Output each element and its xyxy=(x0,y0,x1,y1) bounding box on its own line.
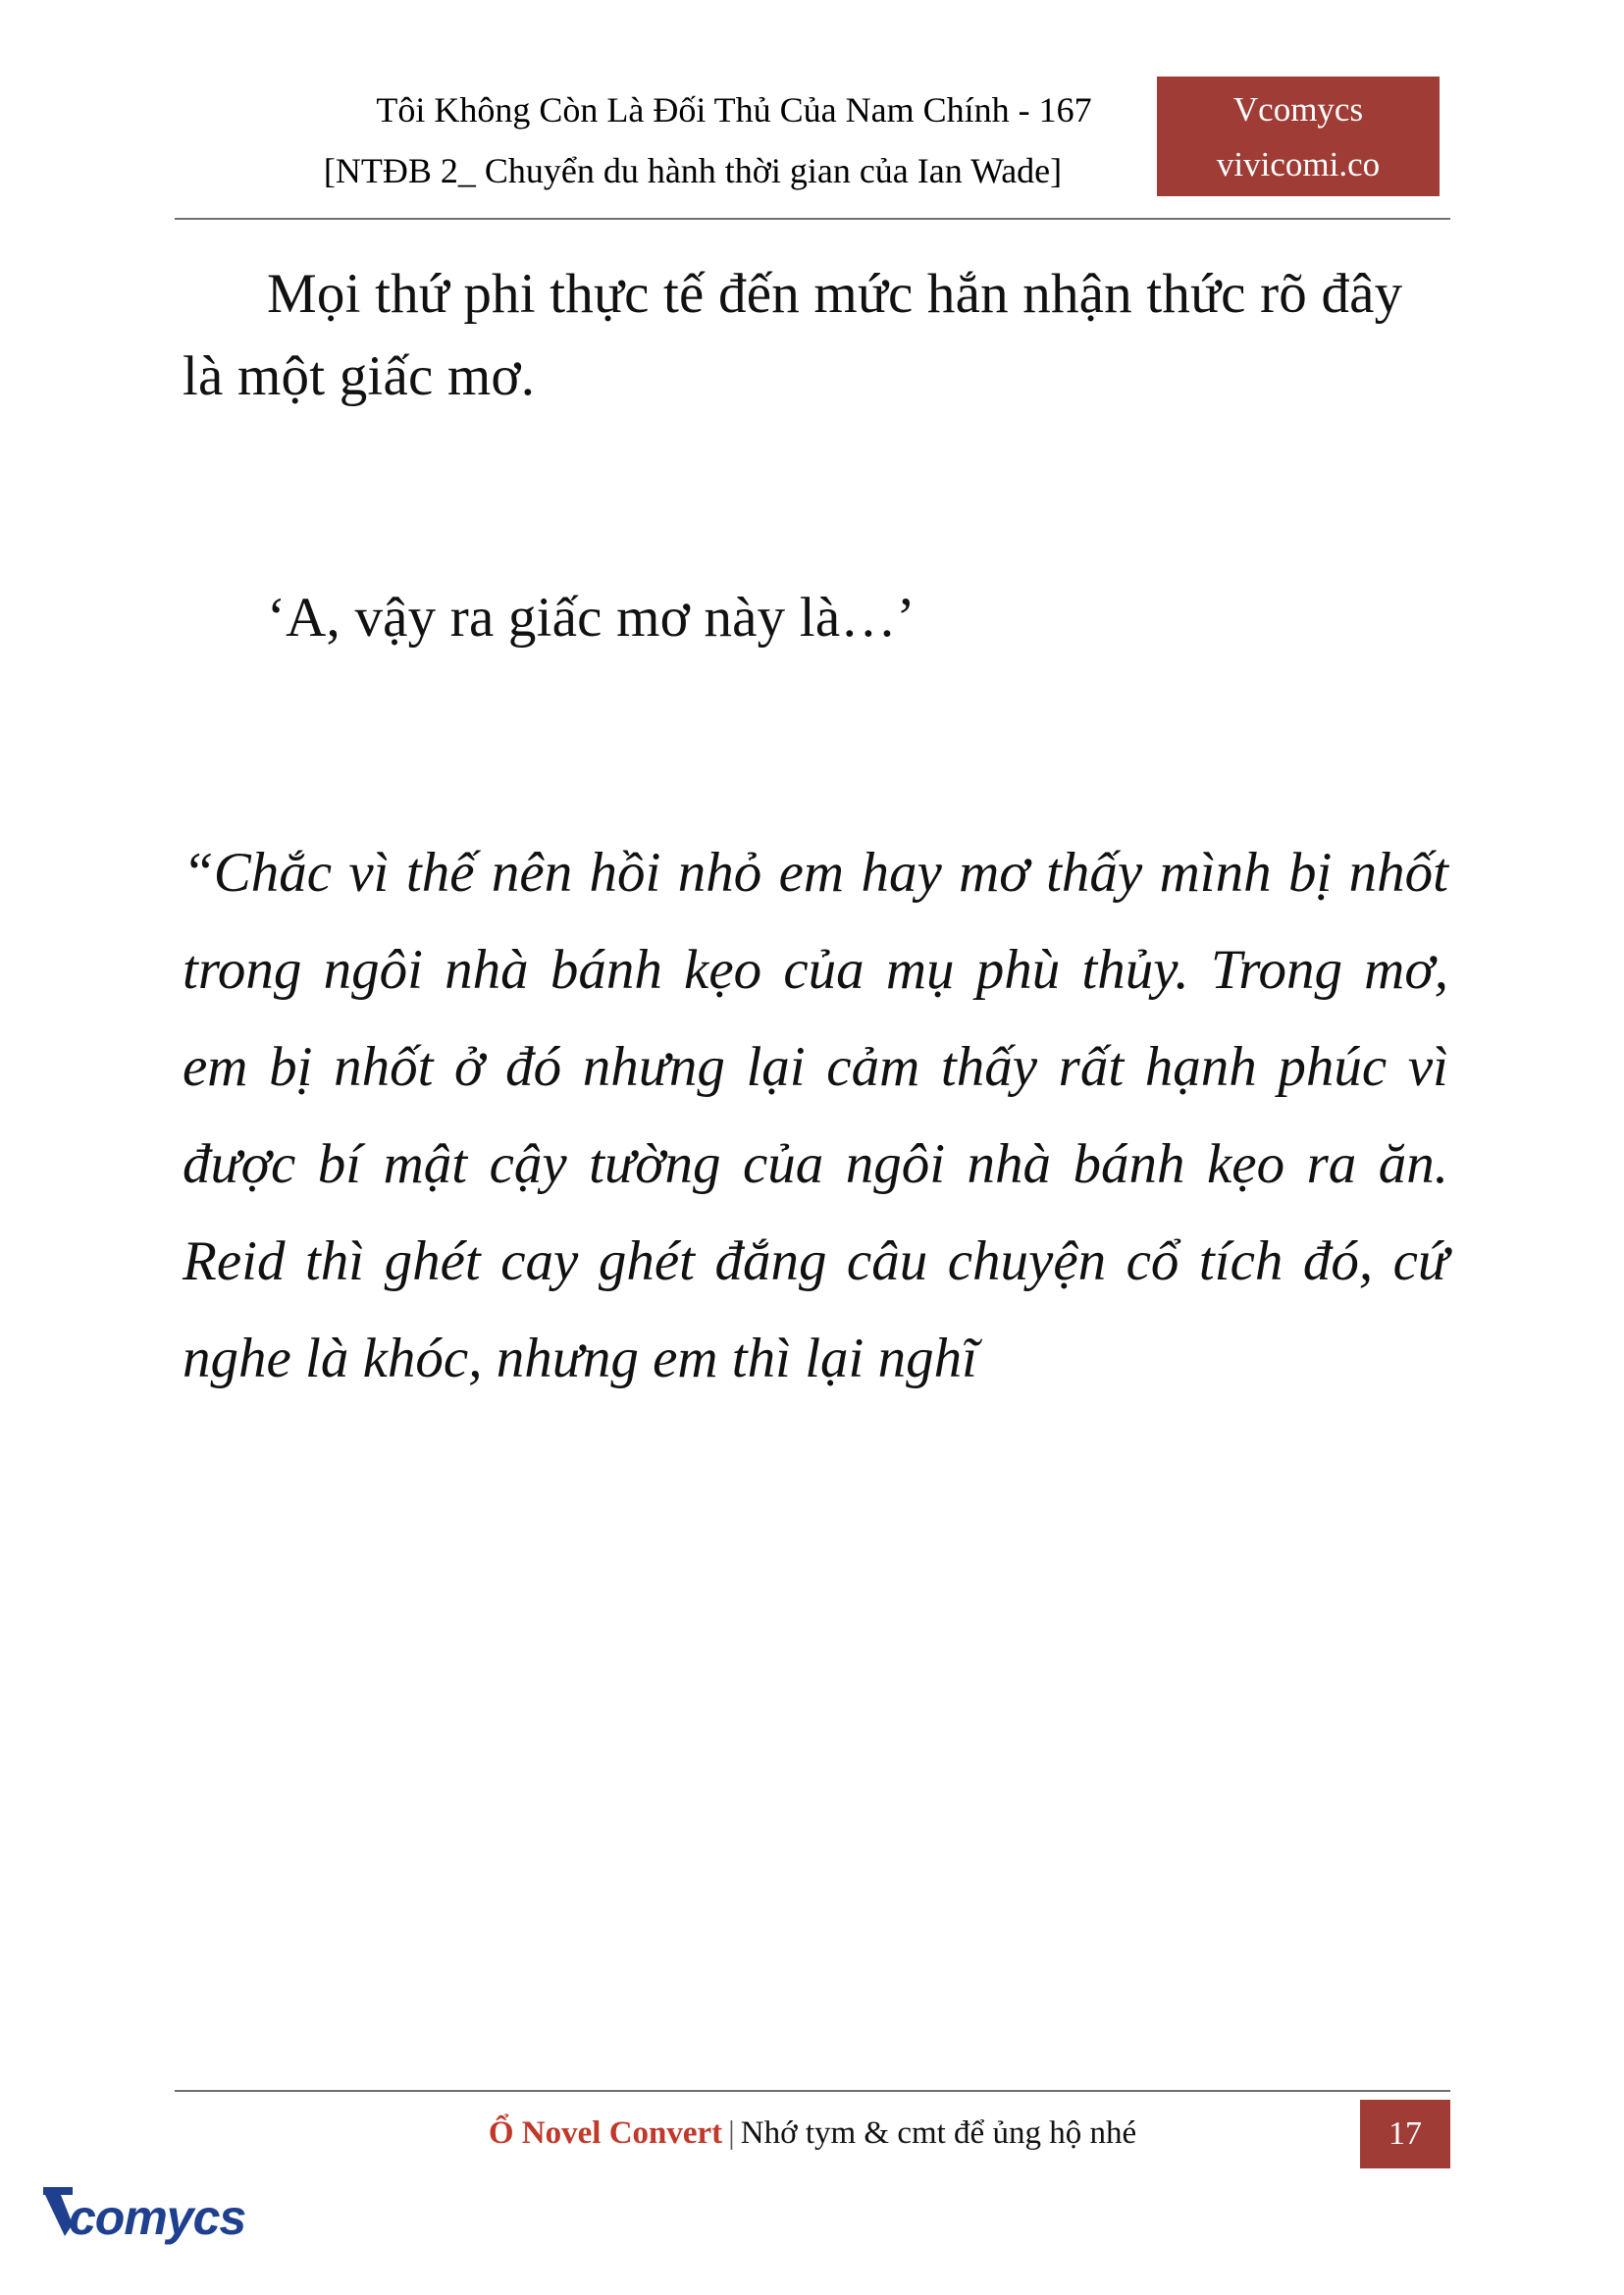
footer-credit xyxy=(175,2108,1450,2159)
paragraph-1: Mọi thứ phi thực tế đến mức hắn nhận thức rõ đây là một giấc mơ. xyxy=(183,263,1403,407)
page-number-badge: 17 xyxy=(1360,2100,1450,2168)
svg-text:comycs: comycs xyxy=(69,2190,246,2245)
footer-separator: | xyxy=(728,2115,735,2151)
footer-brand-name: Ổ Novel Convert xyxy=(488,2115,723,2151)
header-title-line-2: [NTĐB 2_ Chuyển du hành thời gian của Ian Wade] xyxy=(323,151,1063,190)
header-divider xyxy=(175,218,1450,220)
watermark-badge xyxy=(1157,77,1440,196)
footer-divider xyxy=(175,2090,1450,2092)
vcomycs-logo-icon xyxy=(39,2173,265,2262)
badge-brand-url: vivicomi.co xyxy=(1216,145,1381,183)
paragraph-2-dialogue-thought: ‘A, vậy ra giấc mơ này là…’ xyxy=(267,587,916,649)
footer-note: Nhớ tym & cmt để ủng hộ nhé xyxy=(740,2115,1137,2151)
paragraph-3-dialogue: “Chắc vì thế nên hồi nhỏ em hay mơ thấy mình bị nhốt trong ngôi nhà bánh kẹo của mụ phù thủy. Trong mơ, em bị nhốt ở đó nhưng lại cảm thấy rất hạnh phúc vì được bí mật cậy tường của ngôi nhà bánh kẹo ra ăn. Reid thì ghét cay ghét đắng câu chuyện cổ tích đó, cứ nghe là khóc, nhưng em thì lại nghĩ xyxy=(183,842,1448,1389)
badge-brand-name: Vcomycs xyxy=(1232,90,1364,129)
page-footer xyxy=(175,2100,1450,2172)
header-title-line-1: Tôi Không Còn Là Đối Thủ Của Nam Chính - 167 xyxy=(376,90,1092,130)
page-header xyxy=(175,77,1450,206)
